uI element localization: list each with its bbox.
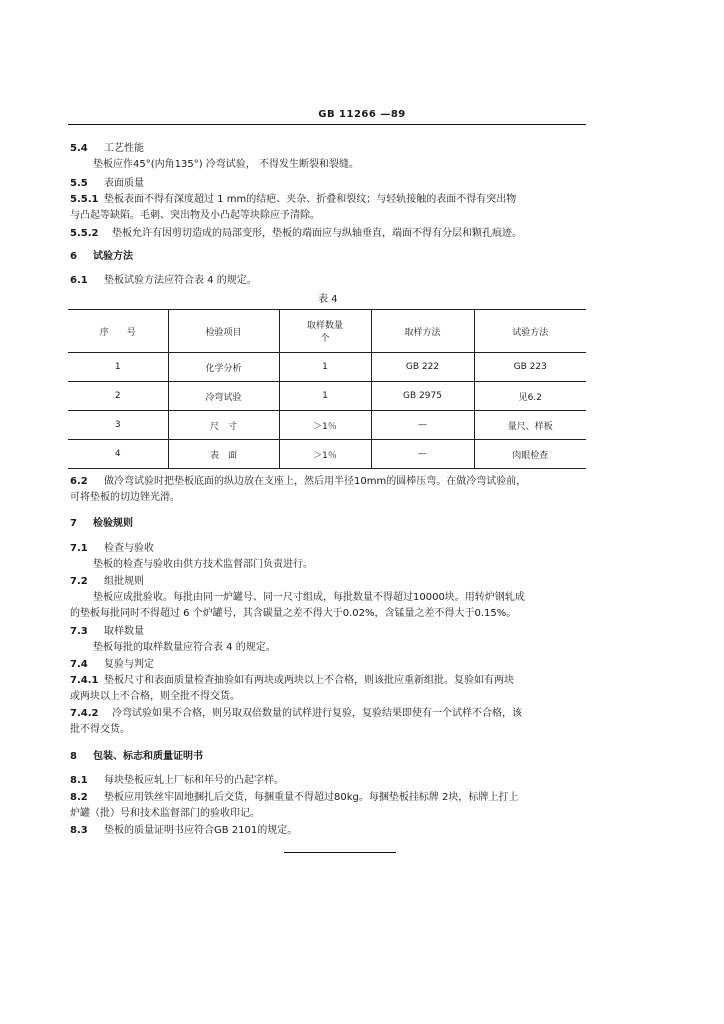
table-cell: GB 2975: [371, 382, 474, 411]
paragraph: 垫板尺寸和表面质量检查抽验如有两块或两块以上不合格，则该批应重新组批。复验如有两块: [104, 675, 514, 686]
section-number: 5.5: [70, 178, 88, 189]
table-cell: 4: [68, 440, 168, 469]
table-cell: 尺 寸: [168, 411, 279, 440]
table-header-cell: 检验项目: [168, 310, 279, 353]
header-unit: 个: [320, 334, 330, 344]
section-title: 包装、标志和质量证明书: [93, 751, 203, 762]
paragraph: 炉罐（批）号和技术监督部门的验收印记。: [70, 808, 260, 819]
section-number: 7.4.2: [70, 708, 99, 719]
table-cell: 量尺、样板: [474, 411, 586, 440]
table-cell: ＞1％: [279, 440, 371, 469]
paragraph: 或两块以上不合格，则全批不得交货。: [70, 691, 240, 702]
table-row: [68, 411, 586, 440]
table-cell: GB 222: [371, 353, 474, 382]
table-header-cell: 序 号: [68, 310, 168, 353]
paragraph: 垫板的检查与验收由供方技术监督部门负责进行。: [93, 559, 313, 570]
section-number: 7.4.1: [70, 675, 99, 686]
table-header-row: [68, 310, 586, 353]
section-title: 表面质量: [104, 178, 144, 189]
section-number: 8.1: [70, 775, 88, 786]
table-row: [68, 440, 586, 469]
section-title: 检查与验收: [104, 543, 154, 554]
section-number: 7: [70, 518, 77, 529]
section-number: 7.3: [70, 626, 88, 637]
paragraph: 垫板试验方法应符合表 4 的规定。: [104, 275, 257, 286]
table-row: [68, 382, 586, 411]
table-caption: 表 4: [318, 294, 338, 305]
paragraph: 可将垫板的切边锉光滑。: [70, 492, 180, 503]
section-title: 试验方法: [93, 251, 133, 262]
table-cell: 1: [68, 353, 168, 382]
table-cell: 见6.2: [474, 382, 586, 411]
paragraph: 每块垫板应轧上厂标和年号的凸起字样。: [104, 775, 284, 786]
end-rule: [284, 852, 396, 853]
section-title: 取样数量: [104, 626, 144, 637]
section-title: 组批规则: [104, 576, 144, 587]
table-cell: 肉眼检查: [474, 440, 586, 469]
table-row: [68, 353, 586, 382]
table-cell: —: [371, 440, 474, 469]
section-number: 8.3: [70, 825, 88, 836]
table-cell: 2: [68, 382, 168, 411]
paragraph: 垫板允许有因剪切造成的局部变形，垫板的端面应与纵轴垂直，端面不得有分层和颗孔痕迹。: [112, 228, 522, 239]
section-number: 5.4: [70, 143, 88, 154]
table-cell: 3: [68, 411, 168, 440]
section-number: 6.2: [70, 476, 88, 487]
header-label: 取样数量: [306, 321, 343, 331]
table-header-cell: 试验方法: [474, 310, 586, 353]
section-number: 8.2: [70, 792, 88, 803]
section-number: 7.1: [70, 543, 88, 554]
section-title: 工艺性能: [104, 143, 144, 154]
table-cell: —: [371, 411, 474, 440]
header-rule: [68, 124, 586, 125]
section-number: 6.1: [70, 275, 88, 286]
table-cell: 表 面: [168, 440, 279, 469]
paragraph: 垫板应作45°(内角135°) 冷弯试验， 不得发生断裂和裂缝。: [93, 159, 359, 170]
table-4: [68, 309, 586, 469]
table-cell: 1: [279, 353, 371, 382]
table-cell: 冷弯试验: [168, 382, 279, 411]
paragraph: 与凸起等缺陷。毛刺、突出物及小凸起等块除应予清除。: [70, 210, 320, 221]
table-cell: ＞1％: [279, 411, 371, 440]
paragraph: 垫板应用铁丝牢固地捆扎后交货，每捆重量不得超过80kg。每捆垫板挂标牌 2块，标牌上打上: [104, 792, 519, 803]
table-cell: 1: [279, 382, 371, 411]
table-header-cell: 取样方法: [371, 310, 474, 353]
section-number: 7.2: [70, 576, 88, 587]
section-title: 复验与判定: [104, 659, 154, 670]
table-header-cell: [279, 310, 371, 353]
paragraph: 垫板应成批验收。每批由同一炉罐号、同一尺寸组成，每批数量不得超过10000块。用转炉钢轧成: [93, 592, 525, 603]
table-cell: GB 223: [474, 353, 586, 382]
section-number: 8: [70, 751, 77, 762]
paragraph: 垫板每批的取样数量应符合表 4 的规定。: [93, 642, 276, 653]
paragraph: 做冷弯试验时把垫板底面的纵边放在支座上，然后用半径10mm的圆棒压弯。在做冷弯试验前，: [104, 476, 527, 487]
paragraph: 批不得交货。: [70, 724, 130, 735]
paragraph: 的垫板每批同时不得超过 6 个炉罐号，其含碳量之差不得大于0.02%，含锰量之差不得大于0.15%。: [70, 608, 517, 619]
page-header-code: GB 11266 —89: [318, 109, 406, 120]
paragraph: 冷弯试验如果不合格，则另取双倍数量的试样进行复验，复验结果即使有一个试样不合格，该: [112, 708, 522, 719]
section-number: 6: [70, 251, 77, 262]
section-title: 检验规则: [93, 518, 133, 529]
section-number: 5.5.1: [70, 194, 99, 205]
paragraph: 垫板的质量证明书应符合GB 2101的规定。: [104, 825, 298, 836]
section-number: 7.4: [70, 659, 88, 670]
table-cell: 化学分析: [168, 353, 279, 382]
section-number: 5.5.2: [70, 228, 99, 239]
paragraph: 垫板表面不得有深度超过 1 mm的结疤、夹杂、折叠和裂纹；与轻轨接触的表面不得有突出物: [104, 194, 517, 205]
